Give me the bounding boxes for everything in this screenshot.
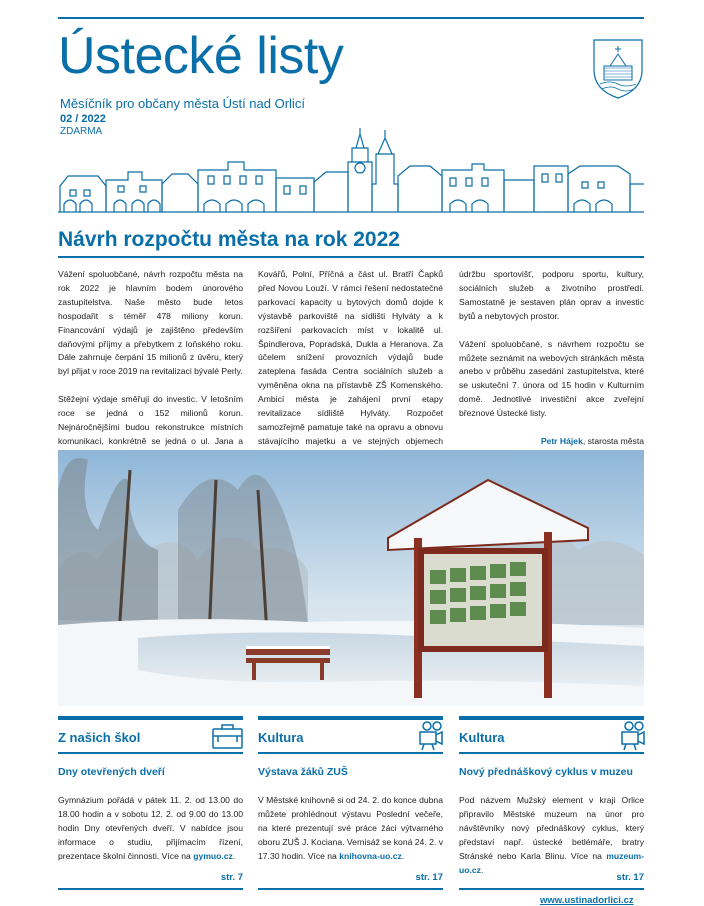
body-end: . bbox=[232, 850, 236, 861]
page-reference: str. 7 bbox=[220, 872, 243, 883]
section-rule-2-bottom bbox=[258, 888, 443, 890]
masthead-subtitle: Měsíčník pro občany města Ústí nad Orlicí bbox=[60, 96, 305, 111]
author-name: Petr Hájek bbox=[540, 436, 583, 447]
briefcase-icon bbox=[212, 722, 243, 750]
section-category-culture: Kultura bbox=[258, 730, 304, 745]
section-rule-2-mid bbox=[258, 752, 443, 754]
article-column-1 bbox=[58, 268, 243, 477]
link-gymuo[interactable]: gymuo.cz bbox=[193, 850, 233, 861]
paragraph: údržbu sportovišť, podporu sportu, kultury, sociálních služeb a životního prostředí. Samostatně je sestaven plán oprav a investic bytů a nebytových prostor. bbox=[459, 269, 644, 321]
top-rule bbox=[58, 17, 644, 19]
section-body bbox=[258, 794, 443, 864]
issue-number: 02 / 2022 bbox=[60, 113, 106, 125]
body-text: V Městské knihovně si od 24. 2. do konce dubna můžete prohlédnout výstavu Poslední večeře, na které prezentují své práce žáci výtvarného oboru ZUŠ J. Kociana. Vernisáž se koná 24. 2. v 17.30 hodin. Více na bbox=[258, 795, 443, 861]
camera-icon bbox=[418, 721, 444, 751]
page-reference: str. 17 bbox=[415, 872, 443, 883]
section-rule-1-bottom bbox=[58, 888, 243, 890]
article-column-2 bbox=[258, 268, 443, 477]
camera-icon bbox=[620, 721, 646, 751]
paragraph: Vážení spoluobčané, návrh rozpočtu města na rok 2022 je hlavním bodem únorového zastupitelstva. Naše město bude letos hospodařit s téměř 478 miliony korun. Financování výdajů je zajištěno především daňovými příjmy a přebytkem z loňského roku. Dále zahrnuje čerpání 15 milionů z úvěru, který byl přijat v roce 2019 na revitalizaci bývalé Perly. bbox=[58, 269, 243, 377]
section-rule-3-mid bbox=[459, 752, 644, 754]
section-title: Dny otevřených dveří bbox=[58, 766, 165, 778]
section-rule-3-bottom bbox=[459, 888, 644, 890]
author-role: , starosta města bbox=[582, 436, 644, 447]
town-skyline-illustration bbox=[58, 124, 644, 218]
paragraph: Stěžejní výdaje směřují do investic. V letošním roce se jedná o 152 milionů korun. Nejnáročnějšími budou rekonstrukce místních komunikací, konkrétně se jedná o ul. Jana a bbox=[58, 394, 243, 446]
body-text: Gymnázium pořádá v pátek 11. 2. od 13.00 do 18.00 hodin a v sobotu 12. 2. od 9.00 do 13.00 hodin Dny otevřených dveří. V nabídce jsou informace o studiu, přijímacím řízení, prezentace školní činnosti. Více na bbox=[58, 795, 243, 861]
headline-rule bbox=[58, 256, 644, 258]
body-text: Pod názvem Mužský element v kraji Orlice připravilo Městské muzeum na únor pro návštěvníky nový přednáškový cyklus, který představí např. ústecké betlémáře, bratry Stránské nebo Karla Blinu. Více na bbox=[459, 795, 644, 861]
website-link[interactable]: www.ustinadorlici.cz bbox=[540, 895, 634, 906]
section-rule-1-mid bbox=[58, 752, 243, 754]
coat-of-arms-logo bbox=[590, 36, 646, 100]
paragraph: Vážení spoluobčané, s návrhem rozpočtu se můžete seznámit na webových stránkách města anebo v průběhu zasedání zastupitelstva, které se uskuteční 7. února od 15 hodin v Kulturním domě. Jednotlivé investiční akce zveřejní březnové Ústecké listy. bbox=[459, 338, 644, 419]
section-rule-2-top bbox=[258, 716, 443, 720]
section-body bbox=[459, 794, 644, 877]
paragraph: Kovářů, Polní, Příčná a část ul. Bratří Čapků před Novou Louží. V rámci řešení nedostatečné parkovací kapacity u bytových domů dojde k výstavbě parkoviště na sídlišti Hylváty a k rozšíření parkovacích míst v lokalitě ul. Špindlerova, Popradská, Dukla a Heranova. Za účelem snížení provozních výdajů bude zateplena fasáda Centra sociálních služeb a vyměněna okna na přístavbě ZŠ Komenského. Ambicí města je zahájení první etapy revitalizace sídliště Hylváty. Rozpočet samozřejmě pamatuje také na opravu a obnovu stávajícího majetku a ve stejných objemech bbox=[258, 269, 443, 446]
section-rule-3-top bbox=[459, 716, 644, 720]
section-rule-1-top bbox=[58, 716, 243, 720]
body-end: . bbox=[401, 850, 405, 861]
link-muzeum[interactable]: muzeum-uo.cz bbox=[459, 850, 644, 875]
article-headline: Návrh rozpočtu města na rok 2022 bbox=[58, 228, 400, 251]
section-category-culture: Kultura bbox=[459, 730, 505, 745]
article-column-3 bbox=[459, 268, 644, 449]
winter-park-photo bbox=[58, 450, 644, 706]
section-body bbox=[58, 794, 243, 864]
price-label: ZDARMA bbox=[60, 126, 103, 137]
page-reference: str. 17 bbox=[616, 872, 644, 883]
section-title: Nový přednáškový cyklus v muzeu bbox=[459, 766, 633, 778]
link-knihovna[interactable]: knihovna-uo.cz bbox=[339, 850, 402, 861]
body-end: . bbox=[480, 864, 484, 875]
section-category-schools: Z našich škol bbox=[58, 730, 141, 745]
article-signature bbox=[459, 435, 644, 449]
masthead-title: Ústecké listy bbox=[58, 27, 344, 85]
section-title: Výstava žáků ZUŠ bbox=[258, 766, 348, 778]
